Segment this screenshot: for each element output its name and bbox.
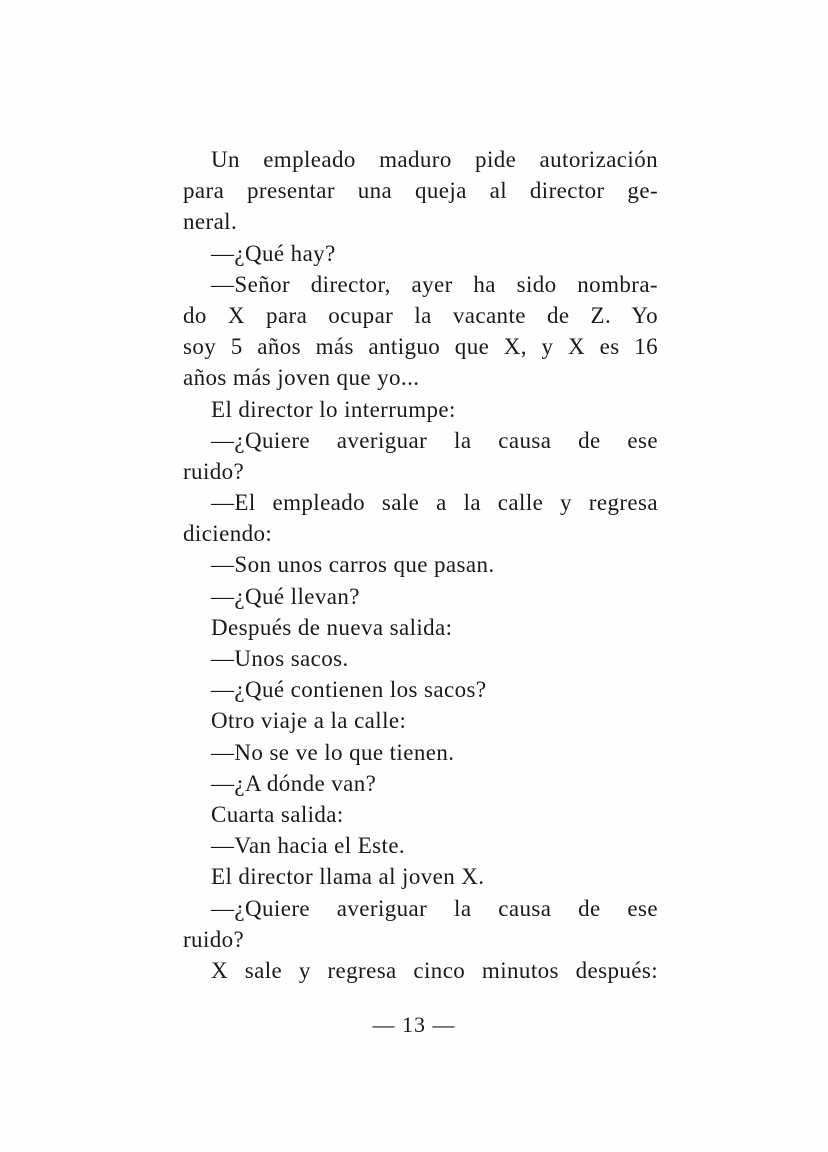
- text-line: años más joven que yo...: [183, 365, 420, 391]
- text-line: El director lo interrumpe:: [211, 396, 456, 422]
- dialogue-line: —¿Quiere averiguar la causa de ese: [211, 427, 658, 453]
- text-line: El director llama al joven X.: [211, 864, 485, 890]
- dialogue-line: —Unos sacos.: [211, 646, 349, 671]
- page-number: — 13 —: [372, 1012, 456, 1037]
- text-line: ruido?: [183, 458, 245, 484]
- text-line: ruido?: [183, 926, 245, 952]
- dialogue-line: —¿Quiere averiguar la causa de ese: [211, 895, 658, 921]
- dialogue-line: —No se ve lo que tienen.: [211, 739, 455, 765]
- dialogue-line: —¿Qué llevan?: [211, 583, 360, 609]
- dialogue-line: —¿Qué contienen los sacos?: [211, 677, 487, 703]
- text-line: X sale y regresa cinco minutos después:: [211, 957, 658, 983]
- text-line: neral.: [183, 209, 238, 235]
- text-line: Un empleado maduro pide autorización: [211, 147, 658, 172]
- dialogue-line: —Son unos carros que pasan.: [211, 552, 495, 578]
- dialogue-line: —Señor director, ayer ha sido nombra-: [211, 271, 658, 297]
- dialogue-line: —¿Qué hay?: [211, 240, 336, 266]
- text-line: Después de nueva salida:: [211, 614, 453, 640]
- dialogue-line: —¿A dónde van?: [211, 770, 377, 796]
- text-line: Cuarta salida:: [211, 801, 344, 827]
- text-line: do X para ocupar la vacante de Z. Yo: [183, 302, 658, 328]
- body-text: [183, 144, 658, 986]
- text-line: para presentar una queja al director ge-: [183, 178, 658, 204]
- text-line: Otro viaje a la calle:: [211, 708, 407, 734]
- text-line: soy 5 años más antiguo que X, y X es 16: [183, 334, 658, 360]
- dialogue-line: —Van hacia el Este.: [211, 833, 406, 859]
- dialogue-line: —El empleado sale a la calle y regresa: [211, 490, 658, 516]
- text-line: diciendo:: [183, 521, 273, 547]
